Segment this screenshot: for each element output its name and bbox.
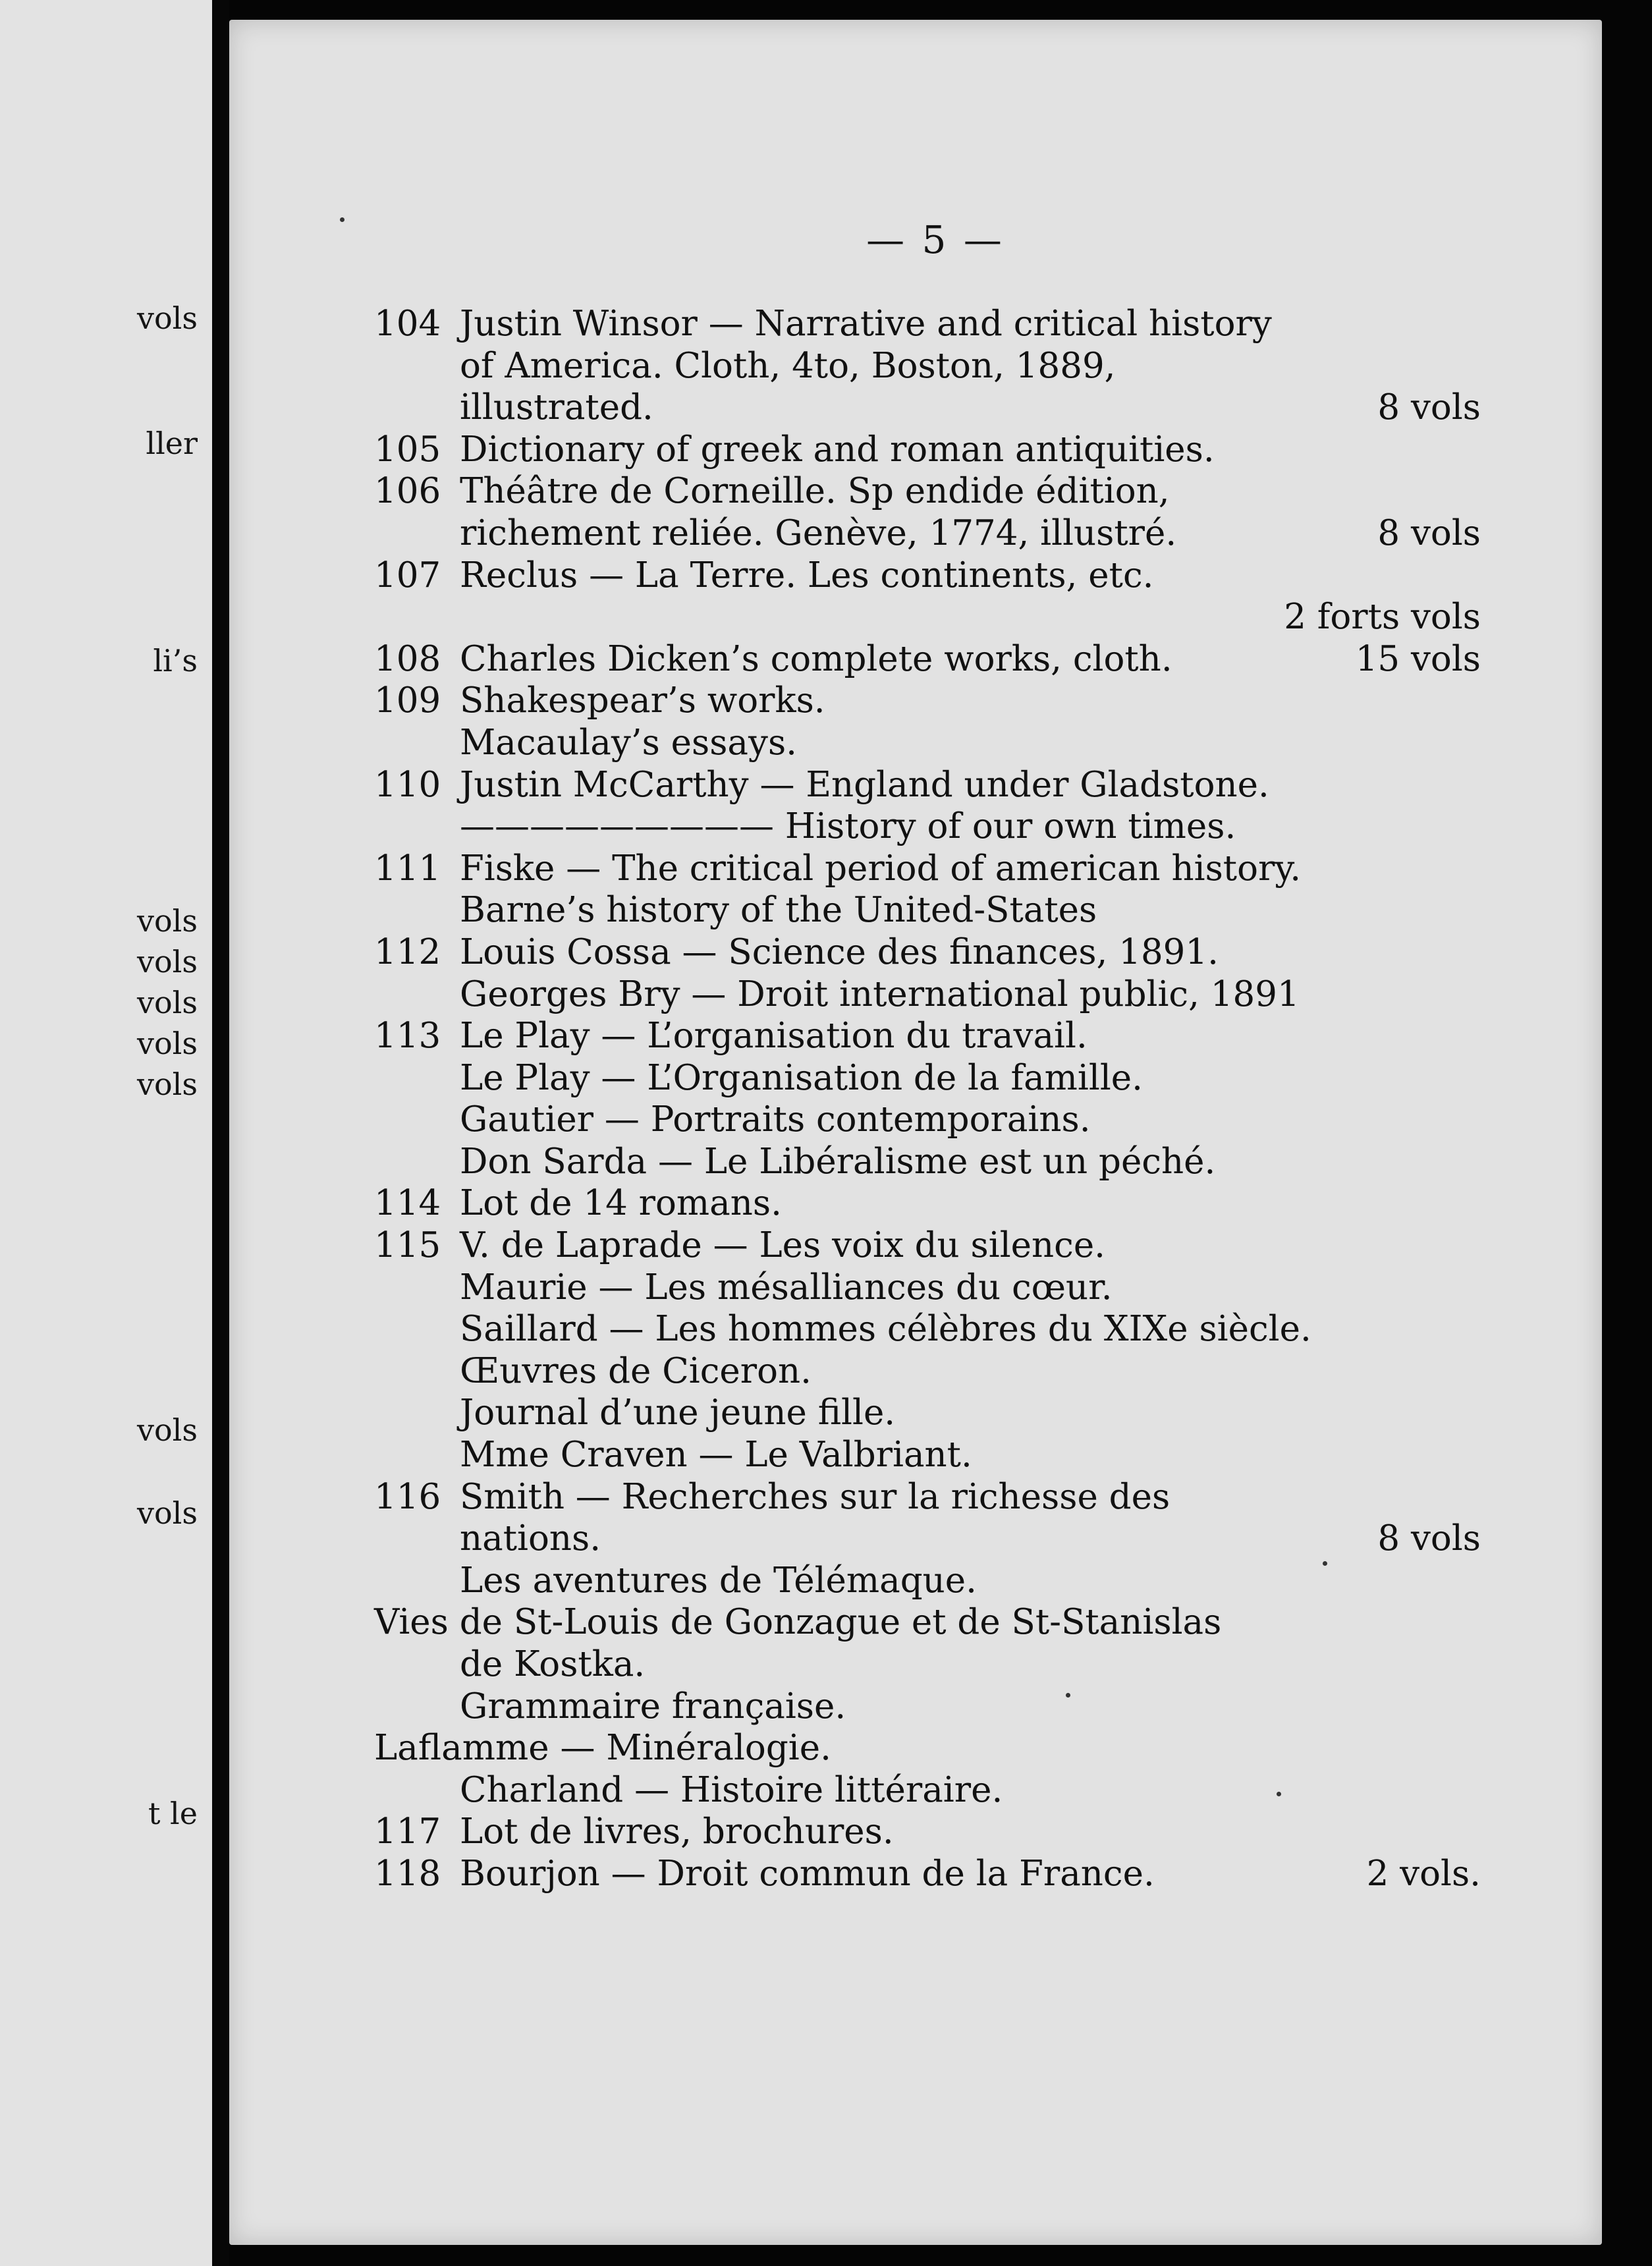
catalogue-line — [229, 889, 1481, 931]
left-page-fragment: vols — [137, 1412, 198, 1448]
catalogue-line — [229, 638, 1481, 680]
lot-number: 115 — [374, 1225, 441, 1266]
catalogue-line — [229, 1644, 1481, 1686]
catalogue-line — [229, 512, 1481, 555]
catalogue-line — [229, 1727, 1481, 1769]
left-page-fragment: li’s — [153, 643, 198, 678]
catalogue-line — [229, 1601, 1481, 1644]
catalogue-line — [229, 848, 1481, 890]
lot-number: 108 — [374, 638, 441, 679]
volume-count: 8 vols — [1377, 387, 1481, 428]
entry-description: Lot de livres, brochures. — [460, 1811, 894, 1852]
entry-description: Mme Craven — Le Valbriant. — [460, 1435, 972, 1476]
entry-text — [460, 1644, 1481, 1686]
left-page-fragment: vols — [137, 300, 198, 336]
entry-text — [460, 889, 1481, 931]
entry-description: nations. — [460, 1518, 601, 1559]
entry-text — [460, 1686, 1481, 1728]
entry-text — [460, 764, 1481, 806]
entry-description: V. de Laprade — Les voix du silence. — [460, 1225, 1106, 1266]
entry-description: illustrated. — [460, 387, 653, 428]
entry-text — [460, 1350, 1481, 1393]
entry-text — [460, 1476, 1481, 1518]
catalogue-line — [229, 1141, 1481, 1183]
entry-description: Justin Winsor — Narrative and critical history — [460, 304, 1272, 344]
entry-description: Laflamme — Minéralogie. — [374, 1728, 831, 1769]
entry-description: Georges Bry — Droit international public, 1891 — [460, 974, 1300, 1014]
entry-description: Journal d’une jeune fille. — [460, 1393, 896, 1433]
entry-description: Théâtre de Corneille. Sp endide édition, — [460, 471, 1170, 512]
left-page-fragment: vols — [137, 1066, 198, 1102]
print-speck — [1323, 1561, 1327, 1566]
volume-count: 15 vols — [1355, 638, 1481, 679]
entry-description: Le Play — L’organisation du travail. — [460, 1016, 1088, 1057]
volume-count: 8 vols — [1377, 512, 1481, 553]
entry-description: Gautier — Portraits contemporains. — [460, 1099, 1091, 1140]
entry-text — [460, 1811, 1481, 1853]
volume-count: 8 vols — [1377, 1518, 1481, 1559]
catalogue-line — [229, 764, 1481, 806]
catalogue-line — [229, 1392, 1481, 1434]
print-speck — [340, 217, 344, 222]
entry-text — [374, 1601, 1481, 1644]
catalogue-line — [229, 931, 1481, 974]
book-gutter — [212, 0, 229, 2266]
entry-text — [460, 1392, 1481, 1434]
entry-text — [460, 1308, 1481, 1350]
print-speck — [1066, 1693, 1070, 1698]
catalogue-page — [229, 20, 1602, 2245]
left-page-edge — [0, 0, 212, 2266]
entry-description: Œuvres de Ciceron. — [460, 1350, 812, 1391]
entry-description: of America. Cloth, 4to, Boston, 1889, — [460, 345, 1116, 386]
lot-number: 105 — [374, 429, 441, 470]
entry-text — [460, 974, 1481, 1016]
lot-number: 109 — [374, 680, 441, 721]
entry-text — [460, 1560, 1481, 1602]
entry-description: Shakespear’s works. — [460, 680, 825, 721]
entry-description: Louis Cossa — Science des finances, 1891. — [460, 931, 1219, 972]
catalogue-line — [229, 345, 1481, 387]
entry-text — [460, 1057, 1481, 1099]
catalogue-line — [229, 387, 1481, 429]
catalogue-line — [229, 1099, 1481, 1141]
entry-description: Le Play — L’Organisation de la famille. — [460, 1057, 1143, 1098]
entry-description: Smith — Recherches sur la richesse des — [460, 1476, 1170, 1517]
catalogue-line — [229, 555, 1481, 597]
left-page-fragment: vols — [137, 985, 198, 1020]
entry-description: de Kostka. — [460, 1644, 646, 1684]
catalogue-line — [229, 1853, 1481, 1895]
volume-count: 2 vols. — [1366, 1853, 1481, 1894]
entry-description: Grammaire française. — [460, 1686, 846, 1727]
catalogue-line — [229, 1015, 1481, 1057]
lot-number: 118 — [374, 1853, 441, 1894]
left-page-fragment: t le — [148, 1796, 198, 1831]
catalogue-line — [229, 1476, 1481, 1518]
catalogue-line — [229, 1057, 1481, 1099]
page-number: — 5 — — [866, 217, 1005, 262]
entry-text — [460, 1182, 1481, 1225]
entry-text — [460, 1141, 1481, 1183]
entry-text — [460, 470, 1481, 512]
entry-text — [460, 848, 1481, 890]
entry-text — [460, 555, 1481, 597]
entry-text — [460, 1853, 1481, 1895]
catalogue-line — [229, 1560, 1481, 1602]
entry-text — [460, 722, 1481, 764]
print-speck — [1277, 1792, 1281, 1796]
lot-number: 116 — [374, 1476, 441, 1517]
entry-text — [460, 1225, 1481, 1267]
catalogue-line — [229, 806, 1481, 848]
entry-description: Dictionary of greek and roman antiquities. — [460, 429, 1215, 470]
catalogue-line — [229, 596, 1481, 638]
catalogue-line — [229, 1308, 1481, 1350]
catalogue-line — [229, 1686, 1481, 1728]
left-page-fragment: vols — [137, 944, 198, 980]
entry-text — [460, 1518, 1481, 1560]
catalogue-line — [229, 1267, 1481, 1309]
entry-description: richement reliée. Genève, 1774, illustré. — [460, 512, 1177, 553]
left-page-fragment: vols — [137, 1026, 198, 1061]
catalogue-line — [229, 1811, 1481, 1853]
catalogue-line — [229, 470, 1481, 512]
entry-text — [460, 387, 1481, 429]
entry-description: Bourjon — Droit commun de la France. — [460, 1853, 1155, 1894]
entry-text — [460, 512, 1481, 555]
catalogue-line — [229, 1434, 1481, 1476]
lot-number: 106 — [374, 471, 441, 512]
entry-text — [460, 429, 1481, 471]
entry-description: Vies de St-Louis de Gonzague et de St-Stanislas — [374, 1602, 1222, 1643]
entry-text — [460, 1434, 1481, 1476]
entry-text — [460, 1769, 1481, 1811]
entry-text — [374, 1727, 1481, 1769]
volume-count: 2 forts vols — [1284, 597, 1481, 638]
catalogue-line — [229, 1518, 1481, 1560]
entry-text — [460, 1267, 1481, 1309]
left-page-fragment: vols — [137, 903, 198, 939]
lot-number: 110 — [374, 764, 441, 805]
lot-number: 111 — [374, 848, 441, 889]
entry-description: Lot de 14 romans. — [460, 1183, 782, 1224]
catalogue-line — [229, 680, 1481, 722]
catalogue-line — [229, 429, 1481, 471]
entry-text — [460, 931, 1481, 974]
entry-description: Maurie — Les mésalliances du cœur. — [460, 1267, 1113, 1308]
entry-text — [460, 680, 1481, 722]
entry-text — [460, 345, 1481, 387]
entry-description: Barne’s history of the United-States — [460, 890, 1097, 931]
lot-number: 104 — [374, 304, 441, 344]
entry-description: Charland — Histoire littéraire. — [460, 1769, 1003, 1810]
catalogue-entries — [229, 303, 1481, 1895]
entry-text — [460, 1015, 1481, 1057]
catalogue-line — [229, 1350, 1481, 1393]
lot-number: 117 — [374, 1811, 441, 1852]
entry-description: ————————— History of our own times. — [460, 806, 1236, 847]
entry-text — [460, 303, 1481, 345]
entry-text — [460, 1099, 1481, 1141]
entry-text — [460, 596, 1481, 638]
entry-text — [460, 806, 1481, 848]
catalogue-line — [229, 1225, 1481, 1267]
entry-description: Fiske — The critical period of american history. — [460, 848, 1302, 889]
lot-number: 112 — [374, 931, 441, 972]
entry-description: Reclus — La Terre. Les continents, etc. — [460, 555, 1154, 595]
left-page-fragment: ller — [146, 426, 198, 461]
entry-description: Macaulay’s essays. — [460, 722, 798, 763]
left-page-fragment: vols — [137, 1495, 198, 1531]
lot-number: 114 — [374, 1183, 441, 1224]
entry-description: Les aventures de Télémaque. — [460, 1560, 977, 1601]
entry-text — [460, 638, 1481, 680]
catalogue-line — [229, 1182, 1481, 1225]
catalogue-line — [229, 1769, 1481, 1811]
catalogue-line — [229, 722, 1481, 764]
entry-description: Justin McCarthy — England under Gladstone. — [460, 764, 1269, 805]
lot-number: 107 — [374, 555, 441, 595]
entry-description: Charles Dicken’s complete works, cloth. — [460, 638, 1172, 679]
lot-number: 113 — [374, 1016, 441, 1057]
entry-description: Saillard — Les hommes célèbres du XIXe siècle. — [460, 1309, 1311, 1350]
catalogue-line — [229, 974, 1481, 1016]
catalogue-line — [229, 303, 1481, 345]
entry-description: Don Sarda — Le Libéralisme est un péché. — [460, 1141, 1216, 1182]
